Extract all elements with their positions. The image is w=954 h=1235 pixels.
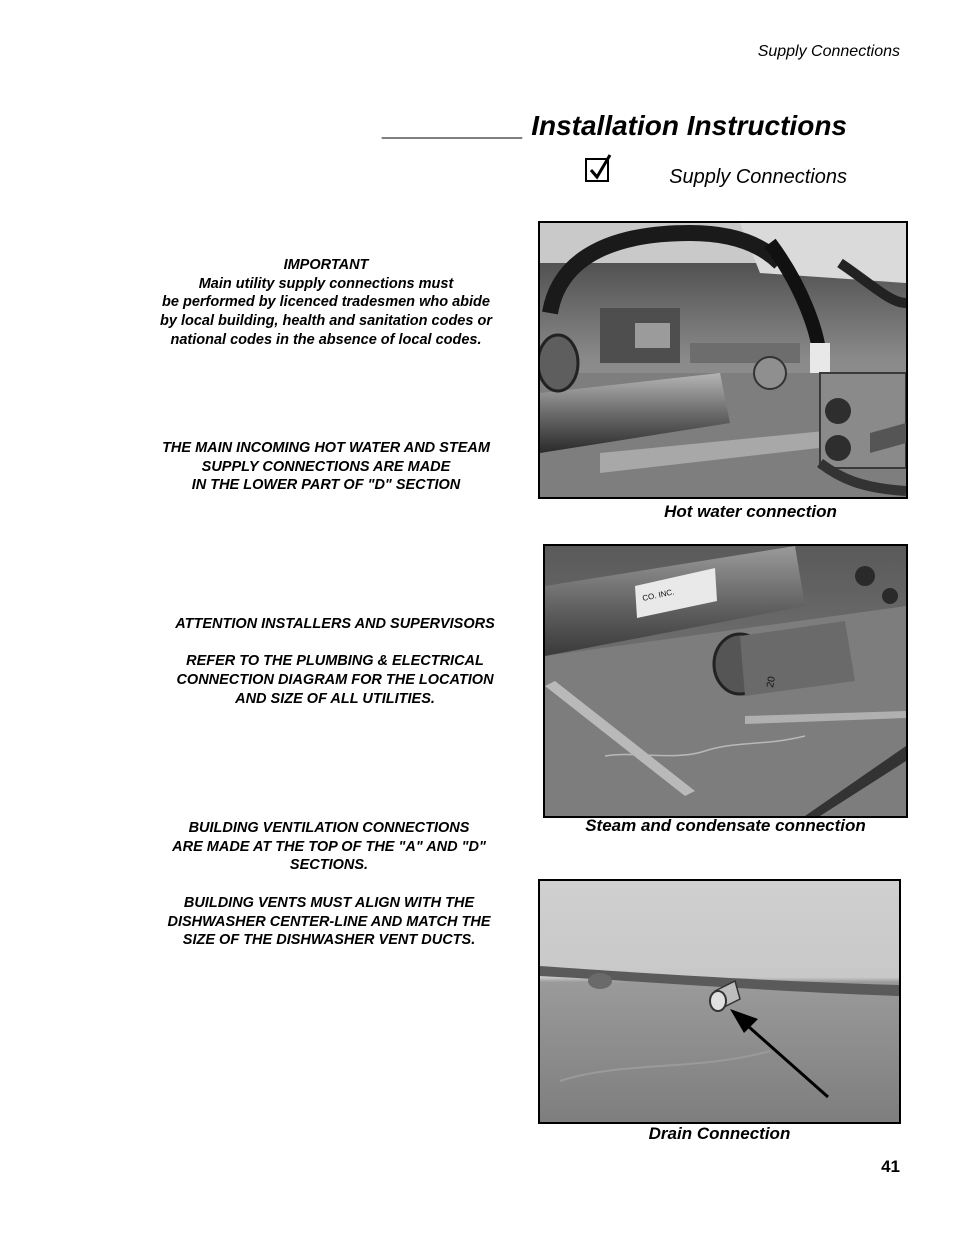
hot-water-photo [538,221,908,499]
note-line: REFER TO THE PLUMBING & ELECTRICAL [186,653,484,670]
main-incoming-note [140,439,512,495]
important-note [140,256,512,350]
attention-heading: ATTENTION INSTALLERS AND SUPERVISORS [175,616,495,632]
important-line: by local building, health and sanitation codes or [160,313,492,330]
valve-stamp-text: 20 [765,675,778,689]
steam-caption: Steam and condensate connection [585,816,866,835]
note-line: CONNECTION DIAGRAM FOR THE LOCATION [176,672,494,689]
hot-water-photo-image [540,223,906,497]
drain-caption: Drain Connection [648,1124,791,1143]
drain-photo-image [540,881,899,1122]
note-line: AND SIZE OF ALL UTILITIES. [235,690,435,707]
note-line: SIZE OF THE DISHWASHER VENT DUCTS. [182,932,476,949]
important-line: Main utility supply connections must [198,275,454,292]
steam-photo [543,544,908,818]
note-line: SUPPLY CONNECTIONS ARE MADE [201,458,451,475]
note-line: BUILDING VENTS MUST ALIGN WITH THE [183,894,475,911]
note-line: SECTIONS. [289,857,369,874]
ventilation-note [143,819,515,950]
section-subtitle: Supply Connections [669,166,847,188]
drain-photo [538,879,901,1124]
important-line: be performed by licenced tradesmen who abide [162,294,490,311]
important-line: national codes in the absence of local codes. [170,331,482,348]
title-text: Installation Instructions [531,110,847,141]
page-number: 41 [881,1157,900,1176]
important-heading: IMPORTANT [283,257,369,273]
note-line: DISHWASHER CENTER-LINE AND MATCH THE [167,913,491,930]
note-line: ARE MADE AT THE TOP OF THE "A" AND "D" [172,838,486,855]
steam-photo-image [545,546,906,816]
hot-water-caption: Hot water connection [664,502,837,521]
pipe-label-text: CO. INC. [641,587,676,603]
note-line: BUILDING VENTILATION CONNECTIONS [188,820,470,836]
page-title [380,110,847,142]
note-line: THE MAIN INCOMING HOT WATER AND STEAM [162,440,490,456]
attention-note [150,615,520,709]
note-line: IN THE LOWER PART OF "D" SECTION [191,477,461,494]
running-header: Supply Connections [757,43,900,60]
title-blank: _________ [383,110,524,141]
